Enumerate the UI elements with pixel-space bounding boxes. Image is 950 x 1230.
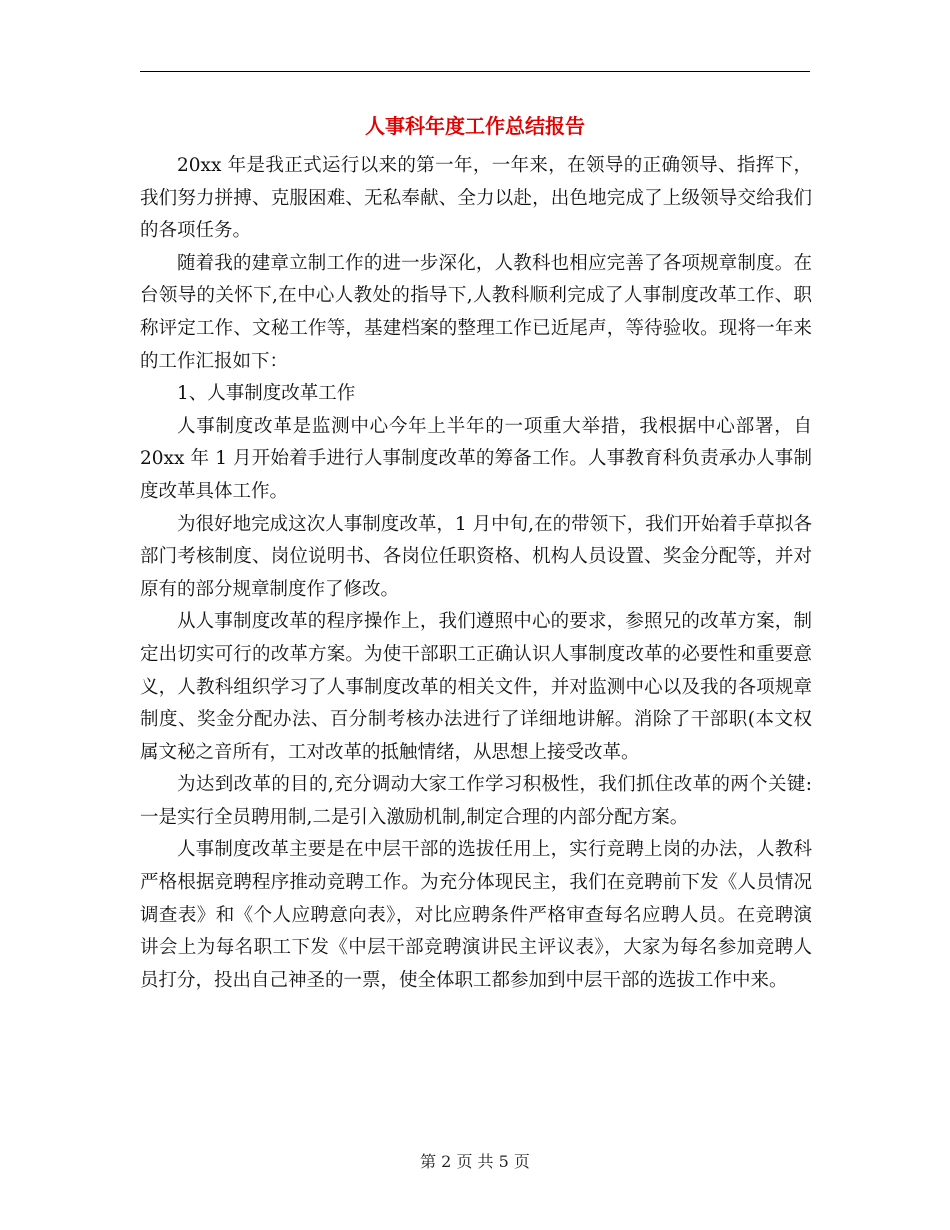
paragraph-intro: 20xx 年是我正式运行以来的第一年，一年来，在领导的正确领导、指挥下，我们努力拼搏、克服困难、无私奉献、全力以赴，出色地完成了上级领导交给我们的各项任务。 bbox=[140, 155, 812, 242]
page-number: 第 2 页 共 5 页 bbox=[420, 1152, 530, 1171]
paragraph-reform-keys: 为达到改革的目的,充分调动大家工作学习积极性，我们抓住改革的两个关键:一是实行全员聘用制,二是引入激励机制,制定合理的内部分配方案。 bbox=[140, 774, 812, 828]
paragraph-reform-selection: 人事制度改革主要是在中层干部的选拔任用上，实行竞聘上岗的办法，人教科严格根据竞聘程序推动竞聘工作。为充分体现民主，我们在竞聘前下发《人员情况调查表》和《个人应聘意向表》，对比应聘条件严格审查每名应聘人员。在竞聘演讲会上为每名职工下发《中层干部竞聘演讲民主评议表》，大家为每名参加竞聘人员打分，投出自己神圣的一票，使全体职工都参加到中层干部的选拔工作中来。 bbox=[140, 839, 812, 991]
paragraph-reform-drafting: 为很好地完成这次人事制度改革，1 月中旬,在的带领下，我们开始着手草拟各部门考核制度、岗位说明书、各岗位任职资格、机构人员设置、奖金分配等，并对原有的部分规章制度作了修改。 bbox=[140, 513, 812, 600]
section-heading-reform: 1、人事制度改革工作 bbox=[177, 383, 356, 405]
paragraph-reform-start: 人事制度改革是监测中心今年上半年的一项重大举措，我根据中心部署，自 20xx 年 1 月开始着手进行人事制度改革的筹备工作。人事教育科负责承办人事制度改革具体工作。 bbox=[140, 415, 812, 502]
paragraph-overview: 随着我的建章立制工作的进一步深化，人教科也相应完善了各项规章制度。在台领导的关怀下,在中心人教处的指导下,人教科顺利完成了人事制度改革工作、职称评定工作、文秘工作等，基建档案的整理工作已近尾声，等待验收。现将一年来的工作汇报如下： bbox=[140, 252, 812, 372]
header-rule bbox=[140, 71, 810, 72]
paragraph-reform-procedure: 从人事制度改革的程序操作上，我们遵照中心的要求，参照兄的改革方案，制定出切实可行的改革方案。为使干部职工正确认识人事制度改革的必要性和重要意义，人教科组织学习了人事制度改革的相关文件，并对监测中心以及我的各项规章制度、奖金分配办法、百分制考核办法进行了详细地讲解。消除了干部职(本文权属文秘之音所有，工对改革的抵触情绪，从思想上接受改革。 bbox=[140, 611, 812, 763]
document-body bbox=[140, 150, 812, 997]
document-title: 人事科年度工作总结报告 bbox=[365, 114, 585, 138]
